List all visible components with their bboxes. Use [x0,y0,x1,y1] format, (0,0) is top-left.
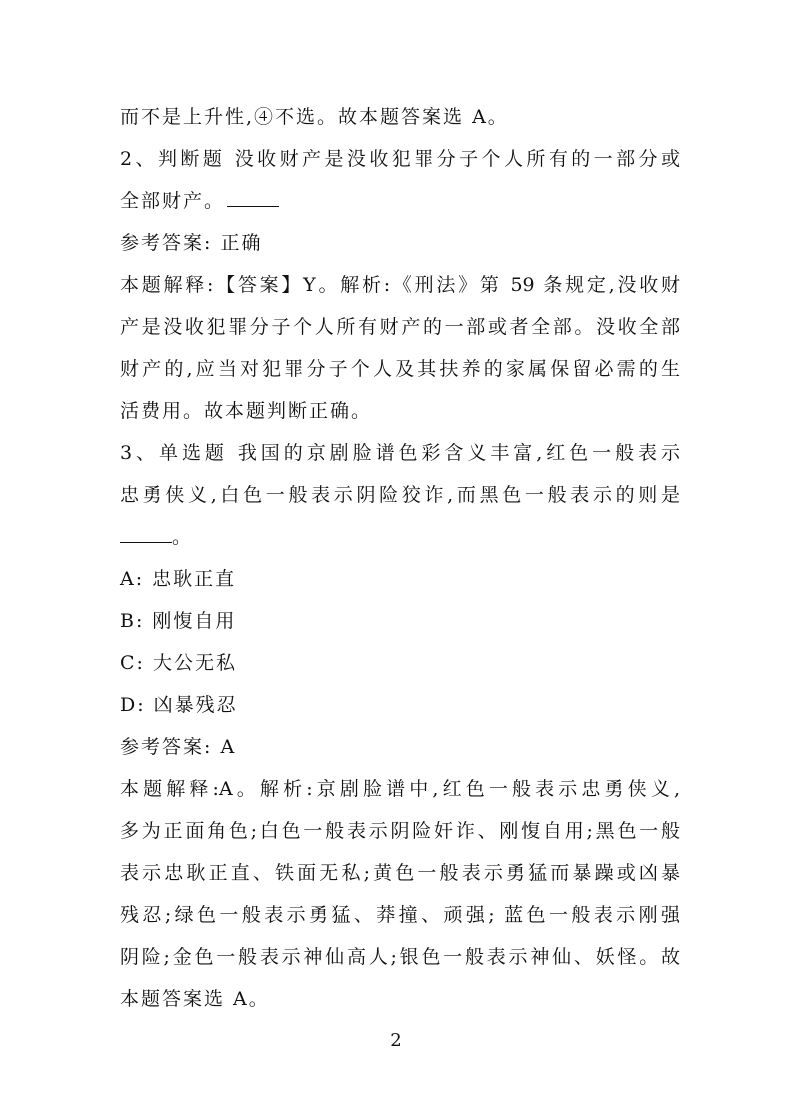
question-2-line-2 [120,189,680,213]
page-number: 2 [390,1030,402,1051]
explanation-2-line-2: 产是没收犯罪分子个人所有财产的一部或者全部。没收全部 [120,316,680,338]
question-3-line-3 [120,525,680,549]
explanation-2-line-1: 本题解释:【答案】Y。解析:《刑法》第 59 条规定,没收财 [120,274,680,296]
text-line: 而不是上升性,④不选。故本题答案选 A。 [120,106,509,128]
explanation-2-line-3: 财产的,应当对犯罪分子个人及其扶养的家属保留必需的生 [120,358,680,380]
explanation-3-line-1: 本题解释:A。解析:京剧脸谱中,红色一般表示忠勇侠义, [120,778,680,800]
answer-blank [120,541,172,543]
explanation-3-line-3: 表示忠耿正直、铁面无私;黄色一般表示勇猛而暴躁或凶暴 [120,862,680,884]
explanation-3-line-6: 本题答案选 A。 [120,988,270,1010]
reference-answer-2: 参考答案: 正确 [120,232,263,254]
question-2-line-1: 2、判断题 没收财产是没收犯罪分子个人所有的一部分或 [120,148,680,170]
question-3-end: 。 [172,526,194,548]
option-d: D: 凶暴残忍 [120,694,238,716]
explanation-2-line-4: 活费用。故本题判断正确。 [120,400,373,422]
explanation-3-line-4: 残忍;绿色一般表示勇猛、莽撞、顽强; 蓝色一般表示刚强 [120,904,680,926]
option-c: C: 大公无私 [120,652,237,674]
option-b: B: 刚愎自用 [120,610,237,632]
reference-answer-3: 参考答案: A [120,736,237,758]
question-3-line-2: 忠勇侠义,白色一般表示阴险狡诈,而黑色一般表示的则是 [120,484,680,506]
question-2-text: 全部财产。 [120,190,226,212]
option-a: A: 忠耿正直 [120,568,237,590]
explanation-3-line-5: 阴险;金色一般表示神仙高人;银色一般表示神仙、妖怪。故 [120,946,680,968]
explanation-3-line-2: 多为正面角色;白色一般表示阴险奸诈、刚愎自用;黑色一般 [120,820,680,842]
question-3-line-1: 3、单选题 我国的京剧脸谱色彩含义丰富,红色一般表示 [120,442,680,464]
answer-blank [227,205,279,207]
